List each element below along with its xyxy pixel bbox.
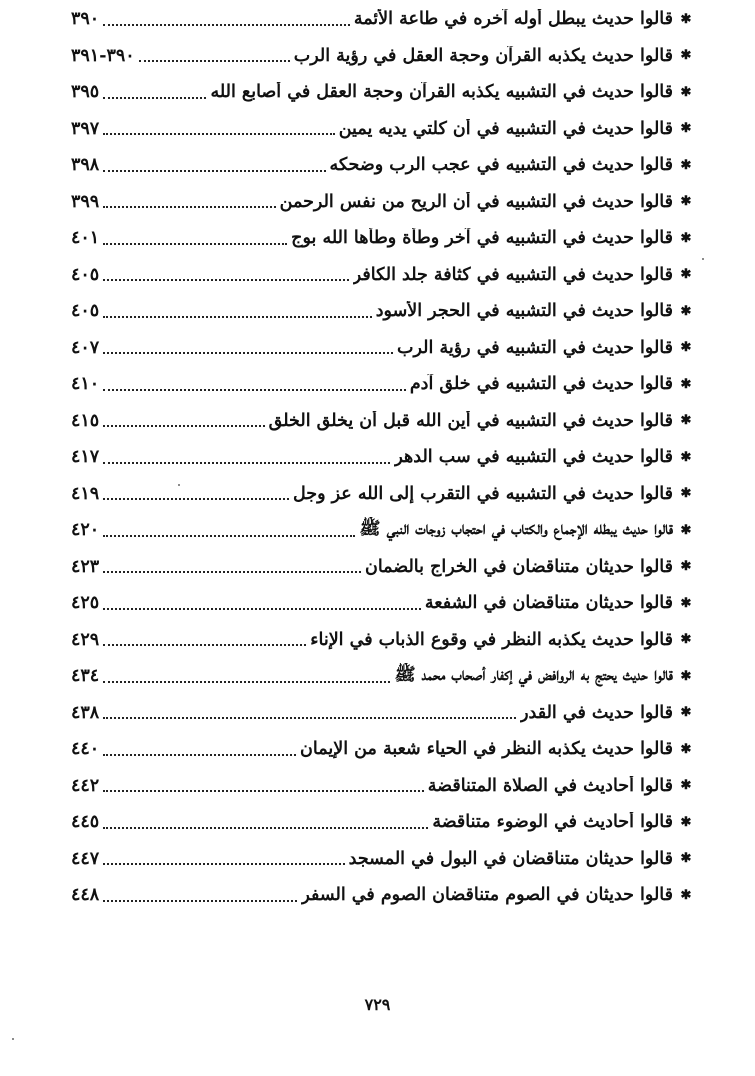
bullet-icon: ✱ — [680, 705, 692, 720]
bullet-icon: ✱ — [680, 522, 692, 538]
dot-leader — [103, 424, 264, 427]
entry-page-number: ٤٣٤ — [71, 666, 100, 686]
bullet-icon: ✱ — [680, 194, 692, 209]
toc-entry — [71, 552, 693, 582]
entry-page-number: ٤١٧ — [71, 447, 100, 467]
toc-entry — [71, 41, 693, 71]
dot-leader — [103, 899, 297, 902]
toc-entry — [71, 807, 693, 837]
entry-title: قالوا حديث في القدر — [520, 702, 673, 723]
entry-page-number: ٤٠٧ — [71, 337, 100, 358]
entry-page-number: ٤٢٥ — [71, 593, 100, 613]
dot-leader — [103, 351, 393, 354]
entry-page-number: ٣٩٧ — [71, 118, 100, 139]
toc-entry — [71, 771, 693, 801]
dot-leader — [103, 643, 306, 646]
bullet-icon: ✱ — [680, 851, 692, 866]
scan-speck — [12, 1038, 14, 1040]
entry-title: قالوا حديث يكذبه النظر في وقوع الذباب في الإناء — [310, 629, 673, 650]
entry-page-number: ٤١٥ — [71, 410, 100, 431]
toc-entry — [71, 406, 693, 436]
entry-title: قالوا حديث في التشبيه في كثافة جلد الكافر — [352, 264, 673, 285]
entry-page-number: ٣٩٨ — [71, 155, 100, 175]
entry-title: قالوا حديث في التشبيه في سب الدهر — [394, 447, 673, 467]
entry-page-number: ٤٤٢ — [71, 775, 100, 796]
entry-title: قالوا حديث يبطله الإجماع والكتاب في احتجاب زوجات النبي ﷺ — [359, 519, 673, 539]
bullet-icon: ✱ — [680, 84, 692, 100]
entry-page-number: ٤٣٨ — [71, 702, 100, 723]
entry-title: قالوا حديث في التشبيه يكذبه القرآن وحجة العقل في أصابع الله — [210, 82, 673, 102]
toc-entry — [71, 479, 693, 509]
toc-entry — [71, 515, 693, 545]
bullet-icon: ✱ — [680, 887, 692, 903]
entry-title: قالوا حديث في التشبيه في التقرب إلى الله عز وجل — [293, 483, 673, 504]
toc-entry — [71, 625, 693, 655]
toc-entry — [71, 698, 693, 728]
entry-page-number: ٤٠٥ — [71, 301, 100, 321]
toc-entry — [71, 77, 693, 107]
entry-title: قالوا حديث في التشبيه في أن كلتي يديه يمين — [338, 118, 673, 139]
entry-title: قالوا حديث في التشبيه في الحجر الأسود — [375, 301, 673, 321]
dot-leader — [103, 570, 361, 573]
dot-leader — [103, 242, 287, 245]
entry-title: قالوا حديث في التشبيه في أن الريح من نفس الرحمن — [279, 191, 673, 212]
entry-title: قالوا أحاديث في الصلاة المتناقضة — [427, 775, 673, 796]
entry-page-number: ٤٠٥ — [71, 264, 100, 285]
entry-title: قالوا حديثان متناقضان في الشفعة — [424, 593, 673, 613]
bullet-icon: ✱ — [680, 814, 692, 830]
dot-leader — [103, 96, 206, 99]
bullet-icon: ✱ — [680, 413, 692, 428]
entry-page-number: ٣٩٥ — [71, 82, 100, 102]
entry-title: قالوا حديث يحتج به الروافض في إكفار أصحاب محمد ﷺ — [394, 665, 673, 685]
entry-page-number: ٣٩٠-٣٩١ — [71, 45, 135, 66]
toc-entry — [71, 150, 693, 180]
entry-title: قالوا حديثان متناقضان في الخراج بالضمان — [365, 556, 673, 577]
entry-page-number: ٤٤٠ — [71, 739, 100, 759]
bullet-icon: ✱ — [680, 741, 692, 757]
entry-page-number: ٤٠١ — [71, 228, 100, 248]
dot-leader — [103, 205, 275, 208]
toc-entry — [71, 734, 693, 764]
dot-leader — [103, 534, 355, 537]
toc-entry — [71, 114, 693, 144]
page-number: ٧٢٩ — [364, 995, 391, 1014]
toc-entry — [71, 260, 693, 290]
dot-leader — [103, 278, 349, 281]
bullet-icon: ✱ — [680, 267, 692, 282]
entry-title: قالوا حديث يكذبه القرآن وحجة العقل في رؤية الرب — [293, 45, 673, 66]
toc-entry — [71, 296, 693, 326]
bullet-icon: ✱ — [680, 157, 692, 173]
bullet-icon: ✱ — [680, 486, 692, 501]
entry-page-number: ٤١٩ — [71, 483, 100, 504]
dot-leader — [103, 826, 428, 829]
entry-page-number: ٤٤٨ — [71, 885, 100, 905]
toc-entry — [71, 588, 693, 618]
entry-title: قالوا حديث في التشبيه في خلق آدم — [409, 374, 673, 394]
bullet-icon: ✱ — [680, 668, 692, 684]
dot-leader — [103, 862, 344, 865]
bullet-icon: ✱ — [680, 376, 692, 392]
toc-entry — [71, 880, 693, 910]
entry-title: قالوا حديثان متناقضان في البول في المسجد — [348, 848, 673, 869]
dot-leader — [103, 607, 421, 610]
bullet-icon: ✱ — [680, 449, 692, 465]
entry-title: قالوا حديث يكذبه النظر في الحياء شعبة من الإيمان — [300, 739, 673, 759]
bullet-icon: ✱ — [680, 559, 692, 574]
dot-leader — [103, 753, 296, 756]
dot-leader — [103, 716, 516, 719]
entry-page-number: ٤٤٧ — [71, 848, 100, 869]
scan-speck — [178, 484, 180, 486]
entry-title: قالوا حديث في التشبيه في رؤية الرب — [397, 337, 673, 358]
dot-leader — [103, 315, 372, 318]
bullet-icon: ✱ — [680, 340, 692, 355]
scan-speck — [702, 258, 704, 260]
dot-leader — [103, 23, 350, 26]
entry-title: قالوا حديث في التشبيه في آخر وطأة وطأها الله بوج — [291, 228, 673, 248]
entry-page-number: ٤٤٥ — [71, 812, 100, 832]
toc-entry — [71, 333, 693, 363]
toc-entry — [71, 187, 693, 217]
entry-page-number: ٤١٠ — [71, 374, 100, 394]
entry-page-number: ٤٢٣ — [71, 556, 100, 577]
entry-page-number: ٤٢٠ — [71, 520, 100, 540]
bullet-icon: ✱ — [680, 230, 692, 246]
entry-page-number: ٣٩٩ — [71, 191, 100, 212]
toc-entry — [71, 369, 693, 399]
toc-entry — [71, 442, 693, 472]
entry-title: قالوا أحاديث في الوضوء متناقضة — [432, 812, 673, 832]
dot-leader — [103, 388, 406, 391]
toc-entry — [71, 661, 693, 691]
toc-entry — [71, 844, 693, 874]
entry-title: قالوا حديث في التشبيه في عجب الرب وضحكه — [329, 155, 673, 175]
dot-leader — [103, 789, 424, 792]
toc-entry — [71, 223, 693, 253]
entry-page-number: ٤٢٩ — [71, 629, 100, 650]
bullet-icon: ✱ — [680, 11, 692, 27]
bullet-icon: ✱ — [680, 121, 692, 136]
bullet-icon: ✱ — [680, 48, 692, 63]
entry-title: قالوا حديث يبطل أوله آخره في طاعة الأئمة — [353, 9, 673, 29]
dot-leader — [103, 680, 390, 683]
entry-title: قالوا حديث في التشبيه في أين الله قبل أن يخلق الخلق — [268, 410, 673, 431]
entry-title: قالوا حديثان في الصوم متناقضان الصوم في السفر — [301, 885, 673, 905]
dot-leader — [139, 59, 290, 62]
entry-page-number: ٣٩٠ — [71, 9, 100, 29]
dot-leader — [103, 461, 390, 464]
bullet-icon: ✱ — [680, 595, 692, 611]
dot-leader — [103, 497, 289, 500]
bullet-icon: ✱ — [680, 778, 692, 793]
toc-entry — [71, 4, 693, 34]
bullet-icon: ✱ — [680, 303, 692, 319]
dot-leader — [103, 169, 325, 172]
dot-leader — [103, 132, 335, 135]
bullet-icon: ✱ — [680, 632, 692, 647]
